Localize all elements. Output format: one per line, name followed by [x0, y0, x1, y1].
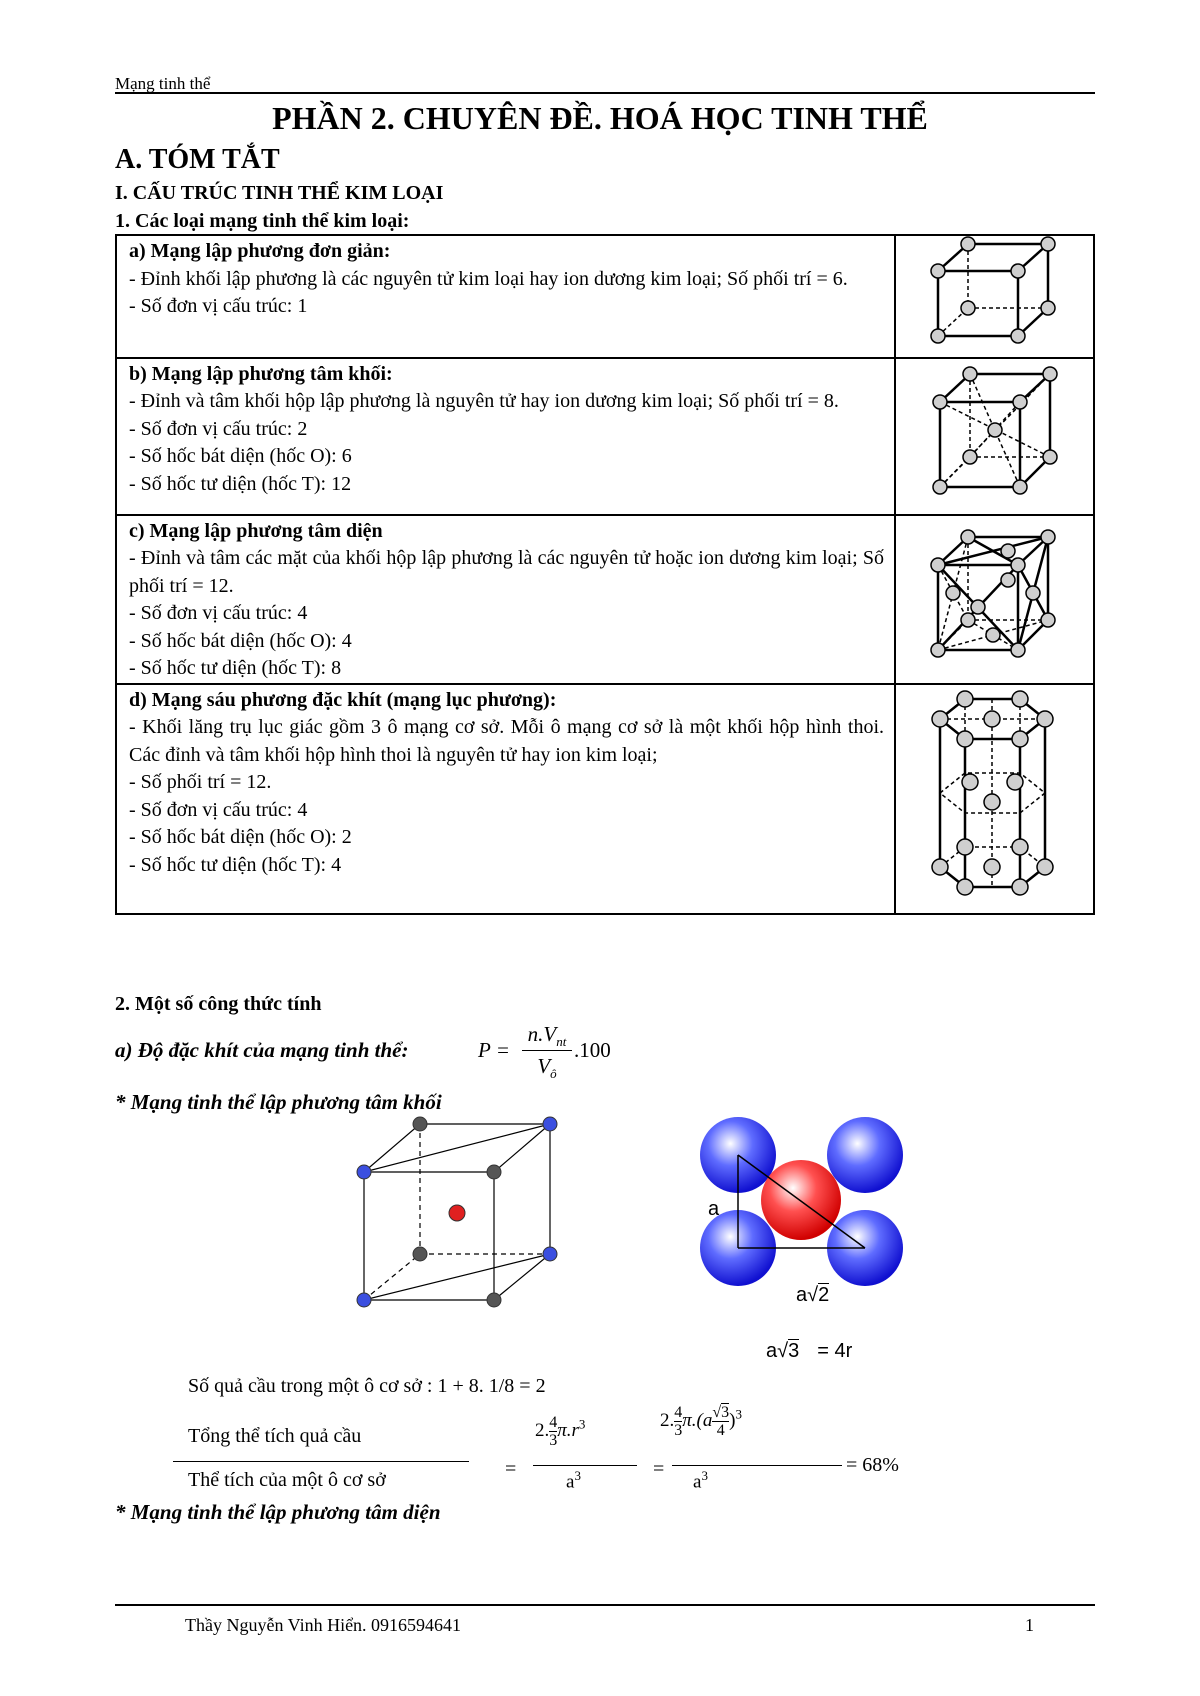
formula-num-sub: nt [556, 1034, 567, 1050]
eq-4r: = 4r [817, 1340, 853, 1362]
ratio-top-text: Tổng thể tích quả cầu [188, 1425, 362, 1447]
f2-sqrt-radicand: 3 [721, 1404, 730, 1421]
f1-den-exp: 3 [574, 1468, 581, 1483]
lattice-table [115, 234, 1095, 915]
lattice-text [116, 235, 895, 358]
formula-numerator [522, 1022, 572, 1050]
eq-sign-1: = [505, 1458, 517, 1480]
header-rule [115, 92, 1095, 94]
hexagonal-close-packed-icon [895, 684, 1094, 914]
formula-tail: .100 [574, 1038, 611, 1062]
page-title: PHẦN 2. CHUYÊN ĐỀ. HOÁ HỌC TINH THỂ [272, 100, 928, 136]
a-sqrt2-a: a [796, 1284, 808, 1306]
lattice-caption: a) Mạng lập phương đơn giản: [129, 240, 391, 262]
f2-close: ) [729, 1409, 736, 1431]
formula-num-text: n.V [527, 1022, 557, 1046]
formula-den-sub: ô [550, 1066, 557, 1082]
formula-denominator [522, 1054, 572, 1082]
lattice-row [116, 515, 1094, 684]
sphere-count-line: Số quả cầu trong một ô cơ sở : 1 + 8. 1/8 = 2 [188, 1375, 546, 1397]
fraction2-denominator [693, 1468, 708, 1493]
fraction1-numerator [535, 1414, 635, 1449]
lattice-row [116, 684, 1094, 914]
f2-sqrt-num: √3 [712, 1404, 730, 1421]
ratio-bottom-text: Thể tích của một ô cơ sở [188, 1469, 386, 1491]
lattice-line: - Số phối trí = 12. [129, 771, 272, 793]
page-number: 1 [1025, 1615, 1034, 1635]
eq-sign-2: = [653, 1458, 665, 1480]
formula-fraction-bar [522, 1050, 572, 1051]
lattice-line: - Đỉnh khối lập phương là các nguyên tử kim loại hay ion dương kim loại; Số phối trí = 6. [129, 267, 848, 290]
lattice-line: - Số đơn vị cấu trúc: 1 [129, 295, 308, 317]
sqrt-sign: √ [807, 1284, 819, 1306]
edge-label-a: a [708, 1198, 720, 1220]
formula-den-text: V [537, 1054, 551, 1078]
subsection-2-heading: 2. Một số công thức tính [115, 993, 322, 1015]
lattice-line: - Số hốc tư diện (hốc T): 12 [129, 472, 352, 495]
f2-den-exp: 3 [701, 1468, 708, 1483]
edge-label-a-sqrt2 [796, 1284, 829, 1307]
lattice-line: - Số hốc tư diện (hốc T): 4 [129, 853, 342, 876]
running-header: Mạng tinh thể [115, 74, 211, 93]
fraction2-bar [672, 1465, 842, 1466]
body-diagonal-relation [766, 1340, 852, 1363]
f2-sqrt-den: 4 [716, 1422, 725, 1439]
section-a-heading: A. TÓM TẮT [115, 144, 280, 175]
f2-small-num: 4 [674, 1404, 683, 1421]
footer-author: Thầy Nguyễn Vinh Hiển. 0916594641 [185, 1615, 462, 1635]
sqrt3-radicand: 3 [788, 1340, 800, 1362]
fcc-heading: * Mạng tinh thể lập phương tâm diện [115, 1500, 441, 1524]
f1-small-den: 3 [549, 1432, 558, 1449]
body-centered-cubic-icon [895, 358, 1094, 515]
f2-mid: π.(a [682, 1409, 713, 1431]
fraction1-denominator [566, 1468, 581, 1493]
f2-exp: 3 [735, 1406, 742, 1422]
ratio-bar [173, 1461, 469, 1462]
simple-cubic-icon [895, 235, 1094, 358]
ratio-result: = 68% [846, 1454, 899, 1476]
f2-pre: 2. [660, 1409, 675, 1431]
bcc-unit-cell-diagram [350, 1112, 570, 1312]
lattice-line: - Khối lăng trụ lục giác gồm 3 ô mạng cơ sở. Mỗi ô mạng cơ sở là một khối hộp hình thoi. Các đỉnh và tâm khối hộp hình thoi là nguyên tử hay ion kim loại; [129, 716, 884, 766]
face-centered-cubic-icon [895, 515, 1094, 684]
lattice-text [116, 684, 895, 914]
lattice-line: - Số đơn vị cấu trúc: 4 [129, 798, 308, 821]
lattice-text [116, 358, 895, 515]
f1-post: π.r [557, 1419, 579, 1441]
lattice-line: - Số hốc bát diện (hốc O): 2 [129, 826, 352, 848]
lattice-caption: c) Mạng lập phương tâm diện [129, 519, 383, 542]
footer-rule [115, 1604, 1095, 1606]
f1-small-num: 4 [549, 1414, 558, 1431]
lattice-row [116, 358, 1094, 515]
f2-sqrt-frac [712, 1404, 729, 1439]
lattice-row [116, 235, 1094, 358]
fraction2-numerator [660, 1404, 830, 1439]
f1-exp: 3 [578, 1416, 586, 1432]
lattice-line: - Số hốc bát diện (hốc O): 4 [129, 629, 352, 652]
formula-lhs: P = [478, 1038, 510, 1062]
lattice-line: - Đỉnh và tâm các mặt của khối hộp lập phương là các nguyên tử hoặc ion dương kim loại; Số phối trí = 12. [129, 547, 884, 597]
f1-den: a [566, 1471, 575, 1493]
f2-den: a [693, 1471, 702, 1493]
lattice-caption: b) Mạng lập phương tâm khối: [129, 362, 393, 385]
packing-density-label: a) Độ đặc khít của mạng tinh thể: [115, 1038, 409, 1062]
sqrt-sign: √ [777, 1340, 789, 1362]
fraction1-bar [533, 1465, 637, 1466]
bcc-heading: * Mạng tinh thể lập phương tâm khối [115, 1090, 442, 1114]
subsection-1-heading: 1. Các loại mạng tinh thể kim loại: [115, 210, 410, 232]
section-i-heading: I. CẤU TRÚC TINH THỂ KIM LOẠI [115, 182, 444, 204]
lattice-line: - Số hốc bát diện (hốc O): 6 [129, 445, 352, 467]
a-sqrt3-a: a [766, 1340, 778, 1362]
f2-small-den: 3 [674, 1422, 683, 1439]
lattice-caption: d) Mạng sáu phương đặc khít (mạng lục phương): [129, 688, 557, 711]
lattice-text [116, 515, 895, 684]
lattice-line: - Số hốc tư diện (hốc T): 8 [129, 657, 342, 679]
lattice-line: - Đỉnh và tâm khối hộp lập phương là nguyên tử hay ion dương kim loại; Số phối trí = 8. [129, 390, 839, 412]
f1-pre: 2. [535, 1419, 550, 1441]
lattice-line: - Số đơn vị cấu trúc: 2 [129, 417, 308, 440]
sqrt2-radicand: 2 [818, 1284, 830, 1306]
lattice-line: - Số đơn vị cấu trúc: 4 [129, 602, 308, 624]
